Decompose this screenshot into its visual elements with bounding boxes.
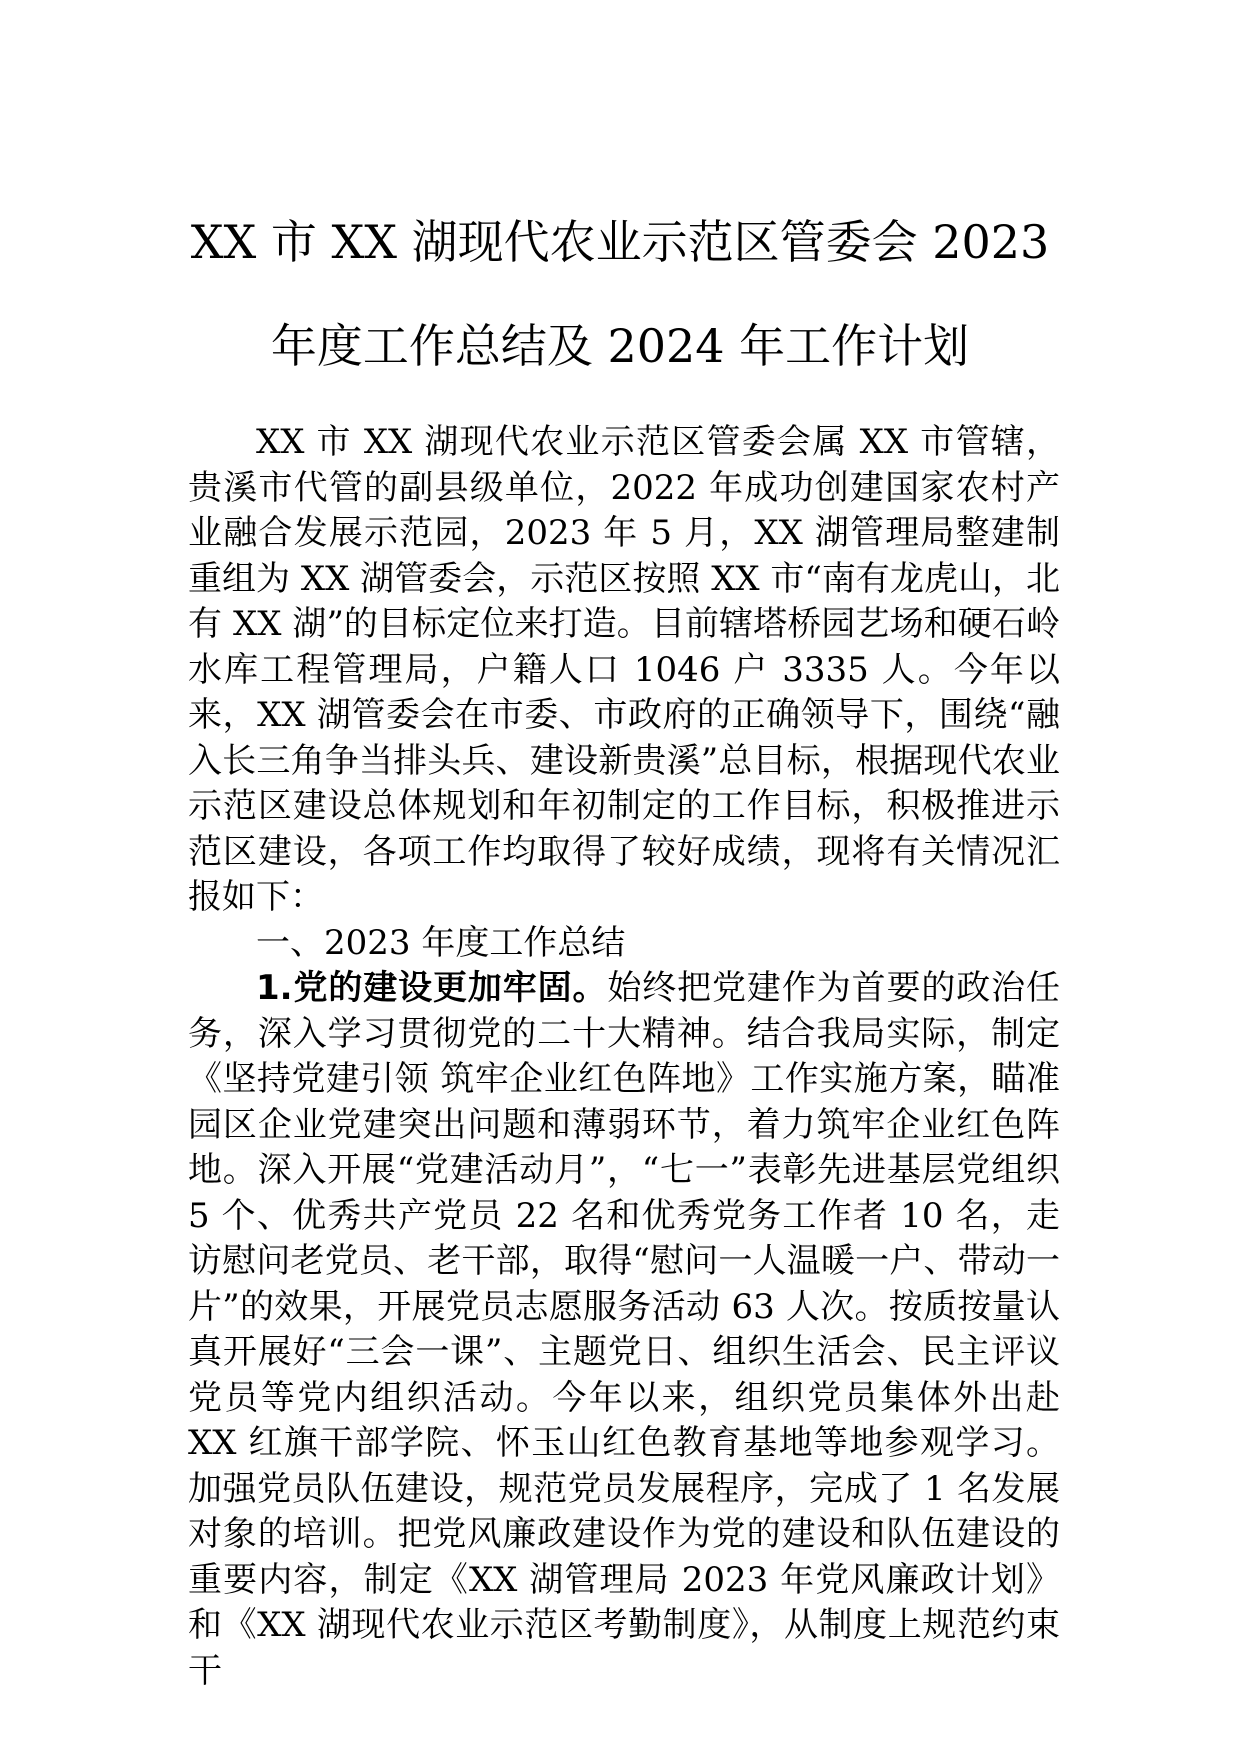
intro-paragraph: XX 市 XX 湖现代农业示范区管委会属 XX 市管辖，贵溪市代管的副县级单位，2022 年成功创建国家农村产业融合发展示范园，2023 年 5 月，XX 湖管理局整建制重组为 XX 湖管委会，示范区按照 XX 市“南有龙虎山，北有 XX 湖”的目标定位来打造。目前辖塔桥园艺场和硬石岭水库工程管理局，户籍人口 1046 户 3335 人。今年以来，XX 湖管委会在市委、市政府的正确领导下，围绕“融入长三角争当排头兵、建设新贵溪”总目标，根据现代农业示范区建设总体规划和年初制定的工作目标，积极推进示范区建设，各项工作均取得了较好成绩，现将有关情况汇报如下： bbox=[188, 422, 1060, 917]
item-party-building-text: 始终把党建作为首要的政治任务，深入学习贯彻党的二十大精神。结合我局实际，制定《坚持党建引领 筑牢企业红色阵地》工作实施方案，瞄准园区企业党建突出问题和薄弱环节，着力筑牢企业红色阵地。深入开展“党建活动月”，“七一”表彰先进基层党组织 5 个、优秀共产党员 22 名和优秀党务工作者 10 名，走访慰问老党员、老干部，取得“慰问一人温暖一户、带动一片”的效果，开展党员志愿服务活动 63 人次。按质按量认真开展好“三会一课”、主题党日、组织生活会、民主评议党员等党内组织活动。今年以来，组织党员集体外出赴 XX 红旗干部学院、怀玉山红色教育基地等地参观学习。加强党员队伍建设，规范党员发展程序，完成了 1 名发展对象的培训。把党风廉政建设作为党的建设和队伍建设的重要内容，制定《XX 湖管理局 2023 年党风廉政计划》和《XX 湖现代农业示范区考勤制度》，从制度上规范约束干 bbox=[188, 968, 1060, 1691]
item-party-building-lead: 1.党的建设更加牢固。 bbox=[256, 968, 608, 1008]
document-title: XX 市 XX 湖现代农业示范区管委会 2023 年度工作总结及 2024 年工作计划 bbox=[190, 215, 1050, 373]
document-body bbox=[188, 420, 1060, 1694]
section-heading-annual-summary: 一、2023 年度工作总结 bbox=[256, 922, 626, 963]
item-party-building-paragraph bbox=[188, 966, 1060, 1694]
